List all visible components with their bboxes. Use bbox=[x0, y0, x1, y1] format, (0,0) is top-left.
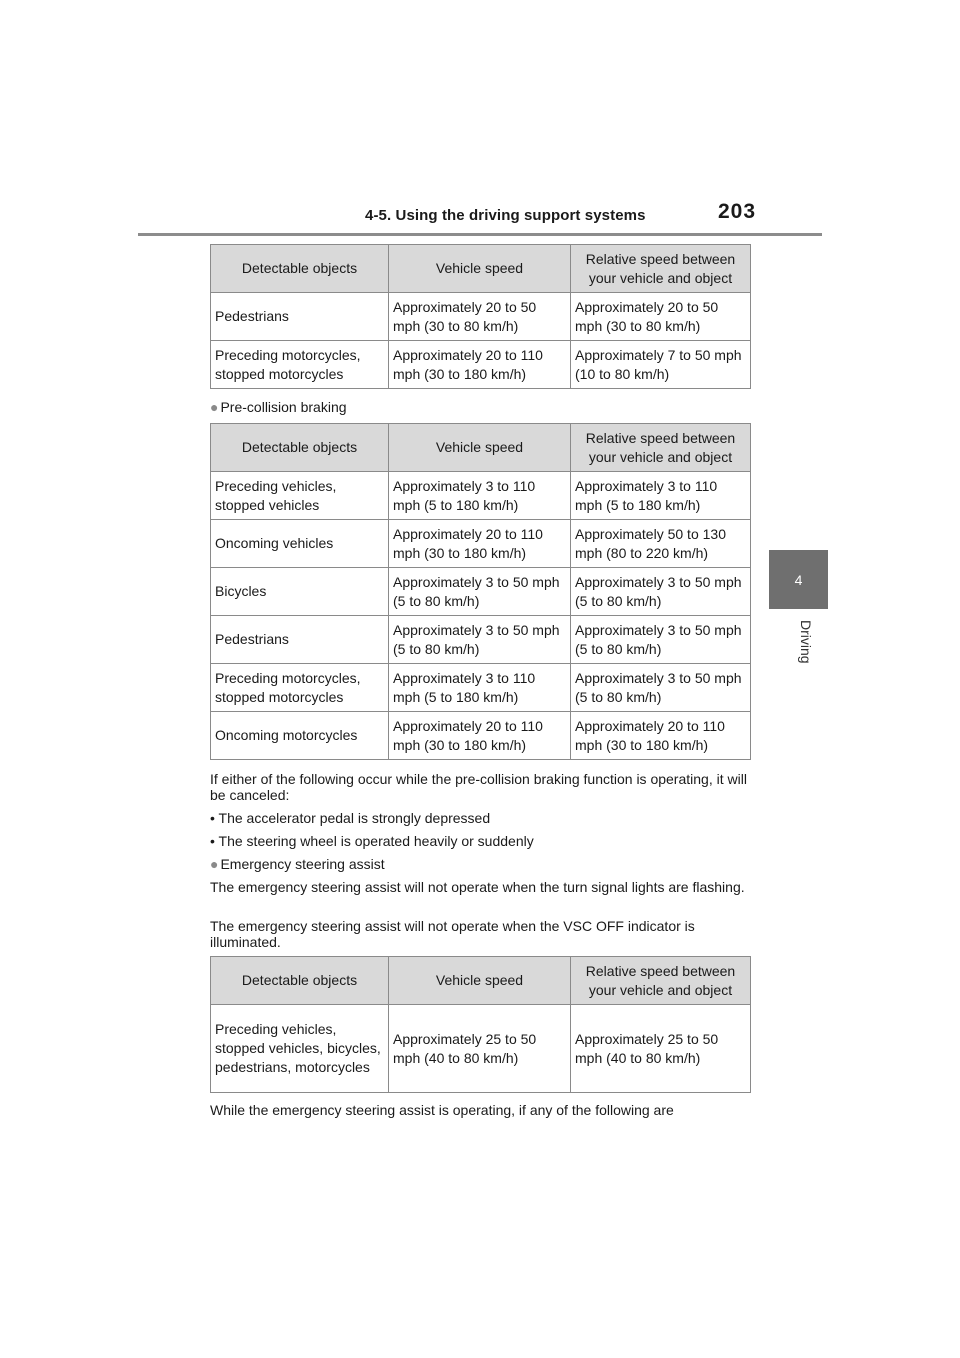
table-header-row bbox=[211, 245, 751, 293]
header-vehicle-speed: Vehicle speed bbox=[389, 957, 571, 1005]
cell-vehicle-speed: Approximately 20 to 110 mph (30 to 180 km/h) bbox=[389, 520, 571, 568]
table-row bbox=[211, 712, 751, 760]
cell-object: Oncoming motorcycles bbox=[211, 712, 389, 760]
bullet-icon: ● bbox=[210, 399, 219, 415]
table-row bbox=[211, 341, 751, 389]
emergency-note-turn-signal: The emergency steering assist will not operate when the turn signal lights are flashing. bbox=[210, 879, 745, 895]
cell-vehicle-speed: Approximately 3 to 50 mph (5 to 80 km/h) bbox=[389, 568, 571, 616]
table-row bbox=[211, 520, 751, 568]
cell-relative-speed: Approximately 7 to 50 mph (10 to 80 km/h) bbox=[571, 341, 751, 389]
emergency-heading-text: Emergency steering assist bbox=[220, 856, 385, 872]
cancel-intro: If either of the following occur while the pre-collision braking function is operating, it will be canceled: bbox=[210, 771, 747, 803]
cell-object: Pedestrians bbox=[211, 616, 389, 664]
cell-relative-speed: Approximately 3 to 50 mph (5 to 80 km/h) bbox=[571, 664, 751, 712]
cell-object: Bicycles bbox=[211, 568, 389, 616]
table-row bbox=[211, 1005, 751, 1093]
cell-object: Preceding motorcycles, stopped motorcycles bbox=[211, 341, 389, 389]
chapter-number: 4 bbox=[794, 571, 803, 588]
cell-relative-speed: Approximately 3 to 50 mph (5 to 80 km/h) bbox=[571, 568, 751, 616]
chapter-label: Driving bbox=[798, 620, 814, 664]
cell-object: Oncoming vehicles bbox=[211, 520, 389, 568]
table-row bbox=[211, 293, 751, 341]
cell-object: Preceding vehicles, stopped vehicles bbox=[211, 472, 389, 520]
table-row bbox=[211, 472, 751, 520]
emergency-note-vsc-off: The emergency steering assist will not operate when the VSC OFF indicator is illuminated. bbox=[210, 918, 695, 950]
header-relative-speed: Relative speed between your vehicle and object bbox=[571, 424, 751, 472]
cell-vehicle-speed: Approximately 20 to 110 mph (30 to 180 km/h) bbox=[389, 341, 571, 389]
table-row bbox=[211, 616, 751, 664]
cell-relative-speed: Approximately 25 to 50 mph (40 to 80 km/h) bbox=[571, 1005, 751, 1093]
cell-vehicle-speed: Approximately 20 to 50 mph (30 to 80 km/h) bbox=[389, 293, 571, 341]
header-divider bbox=[138, 233, 822, 236]
cell-vehicle-speed: Approximately 25 to 50 mph (40 to 80 km/h) bbox=[389, 1005, 571, 1093]
table-row bbox=[211, 664, 751, 712]
list-item: • The accelerator pedal is strongly depressed bbox=[210, 810, 491, 826]
emergency-heading bbox=[210, 856, 755, 872]
cell-object: Pedestrians bbox=[211, 293, 389, 341]
cell-relative-speed: Approximately 3 to 110 mph (5 to 180 km/h) bbox=[571, 472, 751, 520]
cell-relative-speed: Approximately 3 to 50 mph (5 to 80 km/h) bbox=[571, 616, 751, 664]
header-relative-speed: Relative speed between your vehicle and object bbox=[571, 957, 751, 1005]
cell-object: Preceding motorcycles, stopped motorcycles bbox=[211, 664, 389, 712]
header-vehicle-speed: Vehicle speed bbox=[389, 245, 571, 293]
chapter-tab bbox=[769, 550, 828, 609]
cell-vehicle-speed: Approximately 3 to 110 mph (5 to 180 km/h) bbox=[389, 472, 571, 520]
cell-vehicle-speed: Approximately 20 to 110 mph (30 to 180 km/h) bbox=[389, 712, 571, 760]
emergency-steering-table bbox=[210, 956, 751, 1093]
section-title: 4-5. Using the driving support systems bbox=[365, 207, 646, 224]
table-row bbox=[211, 568, 751, 616]
cell-vehicle-speed: Approximately 3 to 110 mph (5 to 180 km/h) bbox=[389, 664, 571, 712]
header-vehicle-speed: Vehicle speed bbox=[389, 424, 571, 472]
precollision-heading bbox=[210, 399, 755, 415]
header-relative-speed: Relative speed between your vehicle and object bbox=[571, 245, 751, 293]
speed-table-top bbox=[210, 244, 751, 389]
header-detectable-objects: Detectable objects bbox=[211, 957, 389, 1005]
cell-object: Preceding vehicles, stopped vehicles, bicycles, pedestrians, motorcycles bbox=[211, 1005, 389, 1093]
cell-relative-speed: Approximately 20 to 110 mph (30 to 180 km/h) bbox=[571, 712, 751, 760]
emergency-closing: While the emergency steering assist is operating, if any of the following are bbox=[210, 1102, 674, 1118]
header-detectable-objects: Detectable objects bbox=[211, 245, 389, 293]
cell-relative-speed: Approximately 20 to 50 mph (30 to 80 km/h) bbox=[571, 293, 751, 341]
cell-relative-speed: Approximately 50 to 130 mph (80 to 220 km/h) bbox=[571, 520, 751, 568]
header-detectable-objects: Detectable objects bbox=[211, 424, 389, 472]
table-header-row bbox=[211, 957, 751, 1005]
precollision-heading-text: Pre-collision braking bbox=[220, 399, 347, 415]
list-item: • The steering wheel is operated heavily or suddenly bbox=[210, 833, 534, 849]
table-header-row bbox=[211, 424, 751, 472]
cell-vehicle-speed: Approximately 3 to 50 mph (5 to 80 km/h) bbox=[389, 616, 571, 664]
precollision-table bbox=[210, 423, 751, 760]
bullet-icon: ● bbox=[210, 856, 219, 872]
page-number: 203 bbox=[718, 200, 757, 223]
